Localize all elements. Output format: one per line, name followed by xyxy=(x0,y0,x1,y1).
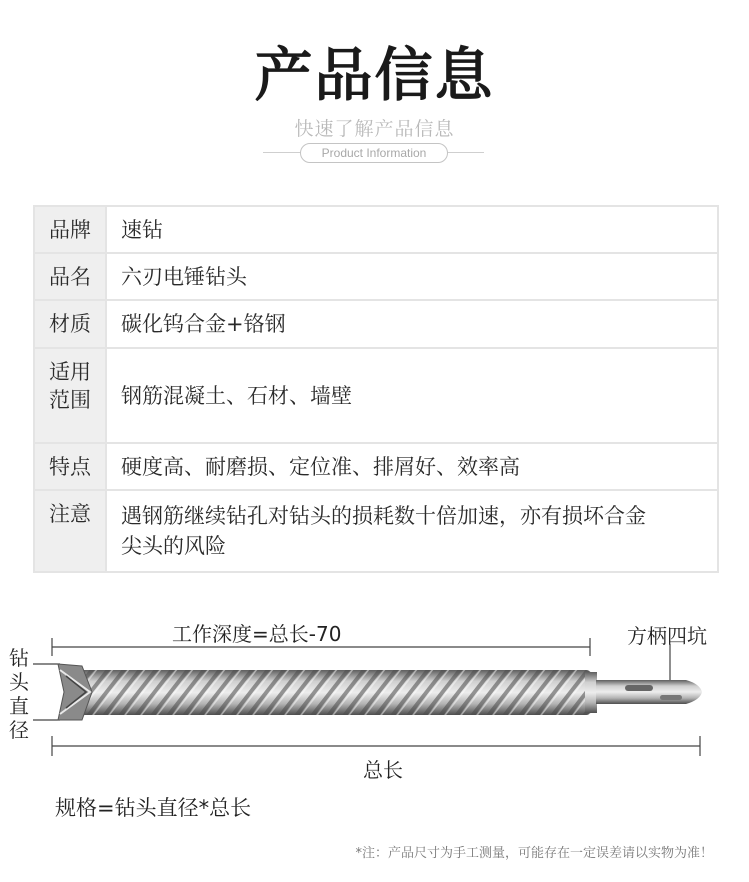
working-depth-label: 工作深度=总长-70 xyxy=(172,622,342,646)
spec-value-multiline xyxy=(106,490,718,572)
spec-label: 材质 xyxy=(34,300,106,348)
shank-label: 方柄四坑 xyxy=(627,624,707,648)
diameter-label xyxy=(9,646,29,742)
spec-label: 特点 xyxy=(34,443,106,490)
diameter-dimension xyxy=(33,664,60,720)
total-length-label: 总长 xyxy=(363,758,403,782)
subtitle-en-pill: Product Information xyxy=(300,143,448,163)
spec-value: 速钻 xyxy=(106,206,718,253)
spec-value: 钢筋混凝土、石材、墙壁 xyxy=(106,348,718,443)
spec-value: 碳化钨合金+铬钢 xyxy=(106,300,718,348)
spec-label-line: 适用 xyxy=(49,360,91,384)
page-title: 产品信息 xyxy=(254,41,495,109)
spec-formula: 规格=钻头直径*总长 xyxy=(55,796,252,820)
measurement-note: *注：产品尺寸为手工测量，可能存在一定误差请以实物为准！ xyxy=(355,846,713,861)
drill-shank xyxy=(596,680,702,704)
diameter-label-char: 直 xyxy=(9,694,29,718)
page-subtitle: 快速了解产品信息 xyxy=(294,118,455,140)
spec-label: 品名 xyxy=(34,253,106,300)
diameter-label-char: 钻 xyxy=(9,646,29,670)
spec-row xyxy=(34,443,718,490)
shank-groove xyxy=(625,685,653,691)
drill-bit xyxy=(58,664,702,720)
spec-value: 六刃电锤钻头 xyxy=(106,253,718,300)
diameter-label-char: 径 xyxy=(9,718,29,742)
diameter-label-char: 头 xyxy=(9,670,29,694)
spec-row xyxy=(34,490,718,572)
spec-value-line: 遇钢筋继续钻孔对钻头的损耗数十倍加速，亦有损坏合金 xyxy=(121,504,646,528)
spec-label-line: 范围 xyxy=(49,388,91,412)
spec-label: 注意 xyxy=(34,490,106,572)
spec-row xyxy=(34,300,718,348)
shank-groove xyxy=(660,695,682,700)
spec-row xyxy=(34,348,718,443)
total-length-dimension xyxy=(52,736,700,756)
spec-value-line: 尖头的风险 xyxy=(121,534,226,558)
divider-right xyxy=(446,152,484,153)
spec-label: 品牌 xyxy=(34,206,106,253)
spec-table xyxy=(33,205,719,573)
spec-label-multiline xyxy=(34,348,106,443)
divider-left xyxy=(263,152,301,153)
drill-spiral-flutes xyxy=(72,670,592,715)
spec-value: 硬度高、耐磨损、定位准、排屑好、效率高 xyxy=(106,443,718,490)
spec-row xyxy=(34,206,718,253)
drill-collar xyxy=(585,672,597,713)
spec-row xyxy=(34,253,718,300)
